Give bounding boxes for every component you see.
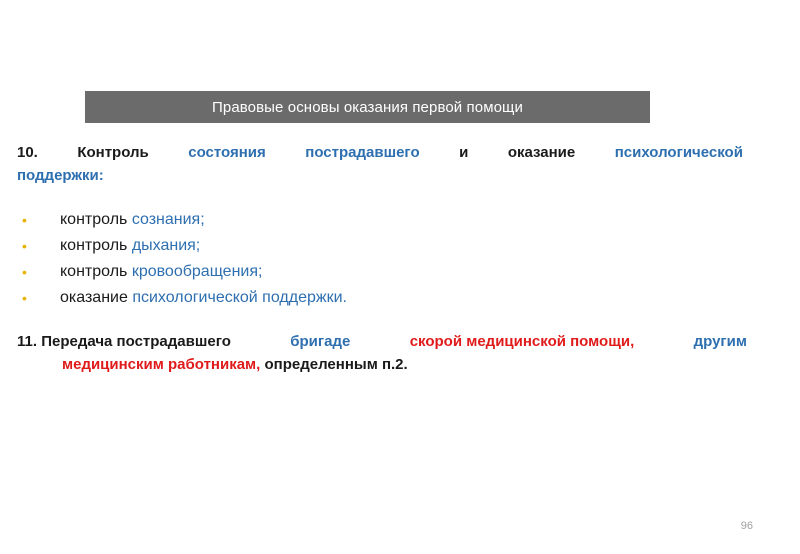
item-11-red: медицинским работникам,	[62, 356, 261, 373]
item-10-word: оказание	[507, 144, 576, 161]
item-11-line1	[17, 330, 747, 353]
item-11-word: бригаде	[290, 333, 351, 350]
item-11-word: Передача пострадавшего	[41, 333, 231, 350]
item-10-number: 10.	[17, 144, 38, 161]
item-10-word: пострадавшего	[305, 144, 420, 161]
list-item	[22, 233, 622, 259]
bullet-text	[60, 233, 200, 259]
bullet-icon: •	[22, 290, 27, 306]
bullet-text	[60, 207, 205, 233]
item-10-word: и	[459, 144, 469, 161]
item-11-word: другим	[693, 333, 747, 350]
bullet-prefix: контроль	[60, 211, 132, 228]
page-number: 96	[740, 520, 753, 532]
item-11-word: скорой медицинской помощи,	[409, 333, 635, 350]
item-10-word: психологической	[614, 144, 743, 161]
slide-title-text: Правовые основы оказания первой помощи	[212, 98, 523, 116]
bullet-text	[60, 285, 347, 311]
bullet-highlight: психологической поддержки.	[132, 289, 347, 306]
item-11-rest: определенным п.2.	[260, 356, 408, 373]
bullet-icon: •	[22, 238, 27, 254]
bullet-icon: •	[22, 212, 27, 228]
list-item	[22, 207, 622, 233]
bullet-text	[60, 259, 262, 285]
item-10-line2: поддержки:	[17, 167, 104, 184]
item-10	[17, 141, 743, 187]
bullet-prefix: контроль	[60, 263, 132, 280]
bullet-highlight: кровообращения;	[131, 263, 263, 280]
item-10-word: Контроль	[77, 144, 149, 161]
bullet-icon: •	[22, 264, 27, 280]
bullet-list	[22, 207, 622, 311]
item-11-line2	[17, 353, 747, 376]
item-11	[17, 330, 747, 376]
bullet-highlight: дыхания;	[131, 237, 201, 254]
list-item	[22, 259, 622, 285]
bullet-highlight: сознания;	[131, 211, 205, 228]
item-11-lead	[17, 330, 231, 353]
item-11-number: 11.	[17, 333, 38, 350]
item-10-word: состояния	[188, 144, 266, 161]
list-item	[22, 285, 622, 311]
slide-title	[85, 91, 650, 123]
bullet-prefix: контроль	[60, 237, 132, 254]
bullet-prefix: оказание	[60, 289, 133, 306]
item-10-line1	[17, 141, 743, 164]
